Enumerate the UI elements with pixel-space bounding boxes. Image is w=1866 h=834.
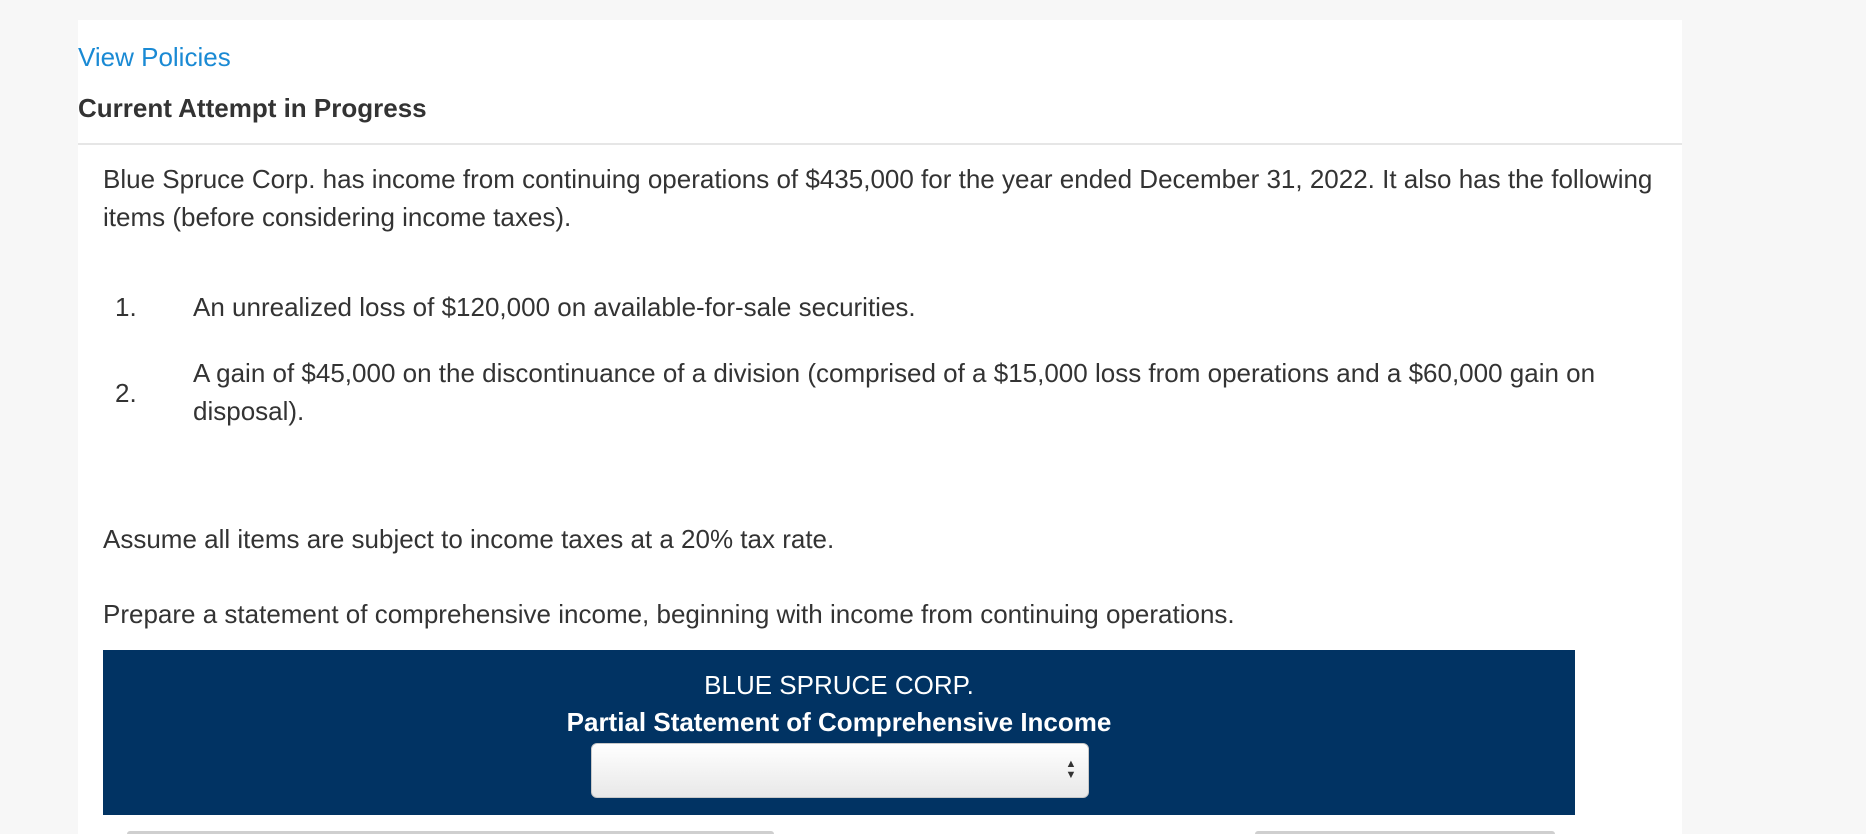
list-item-text: A gain of $45,000 on the discontinuance of a division (comprised of a $15,000 loss from operations and a $60,000 gain on disposal). — [193, 358, 1596, 426]
problem-intro: Blue Spruce Corp. has income from continuing operations of $435,000 for the year ended December 31, 2022. It also has the following items (before considering income taxes). — [103, 164, 1653, 232]
list-item-number: 1. — [115, 292, 137, 322]
view-policies-link[interactable]: View Policies — [78, 42, 231, 72]
list-item-number: 2. — [115, 378, 137, 408]
statement-header — [103, 650, 1575, 815]
company-name: BLUE SPRUCE CORP. — [704, 670, 974, 700]
tax-assumption-text: Assume all items are subject to income taxes at a 20% tax rate. — [103, 524, 835, 554]
header-divider — [78, 143, 1682, 145]
up-down-arrows-icon: ▲ ▼ — [1065, 758, 1077, 781]
list-item-text: An unrealized loss of $120,000 on available-for-sale securities. — [193, 292, 916, 322]
instruction-text: Prepare a statement of comprehensive income, beginning with income from continuing operations. — [103, 599, 1235, 629]
period-select[interactable] — [591, 743, 1089, 798]
statement-title: Partial Statement of Comprehensive Income — [566, 707, 1112, 737]
attempt-status-heading: Current Attempt in Progress — [78, 93, 427, 123]
